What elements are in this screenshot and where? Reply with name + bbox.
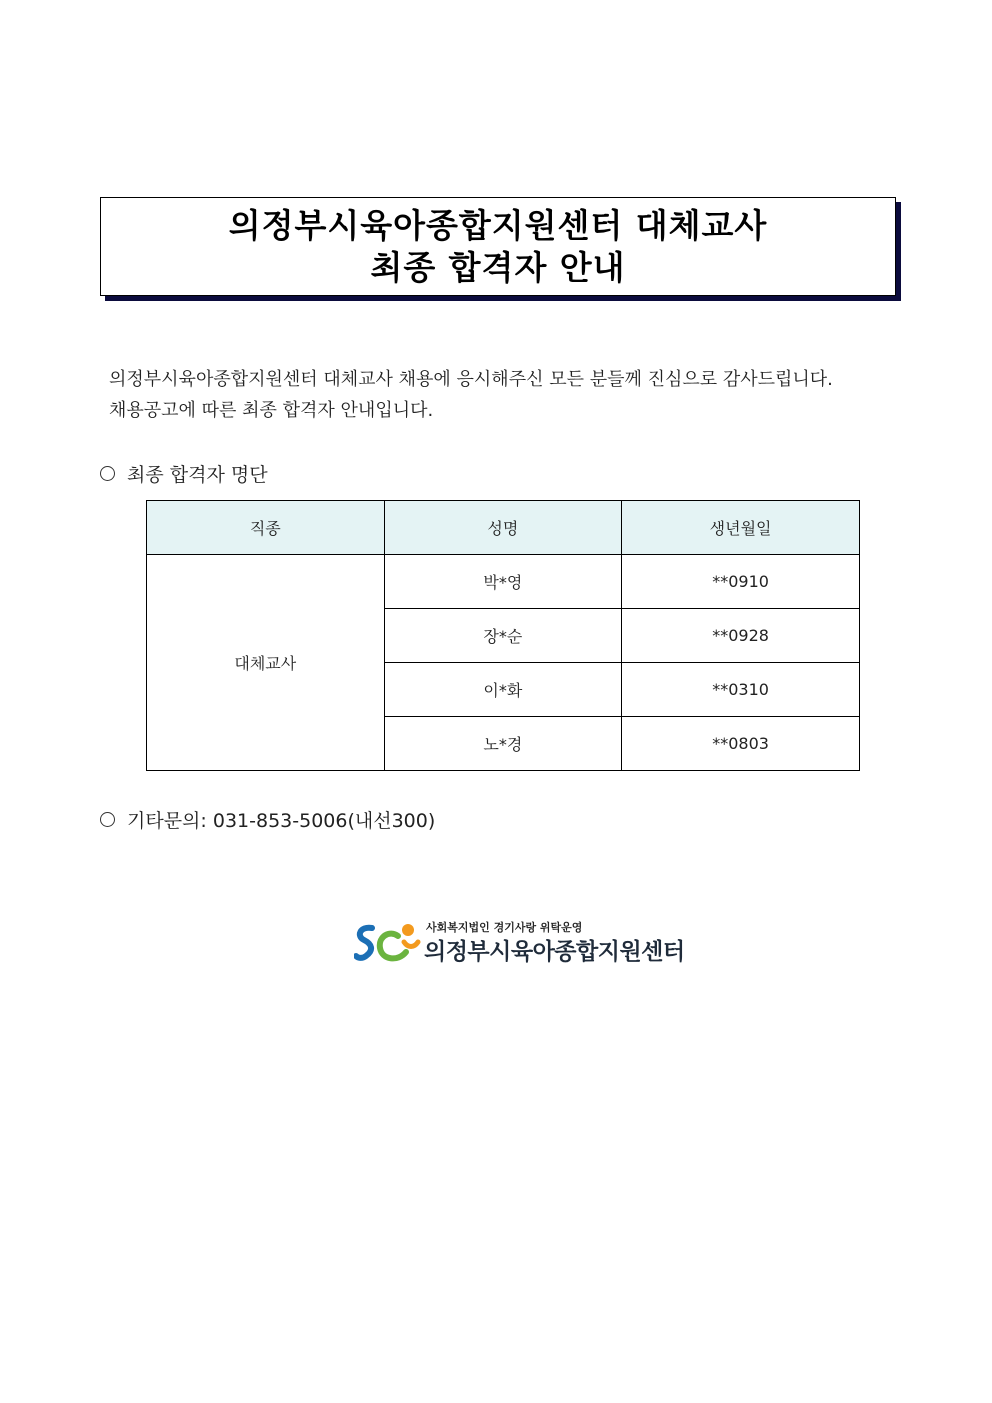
name-cell: 이*화 [384,663,622,717]
circle-bullet-icon [100,466,115,481]
header-birth: 생년월일 [622,501,860,555]
list-section-heading [100,460,268,487]
birth-cell: **0310 [622,663,860,717]
header-name: 성명 [384,501,622,555]
organization-logo [354,916,684,966]
title-box [100,197,896,296]
table-header-row [147,501,860,555]
birth-cell: **0803 [622,717,860,771]
job-type-cell: 대체교사 [147,555,385,771]
intro-line-2: 채용공고에 따른 최종 합격자 안내입니다. [109,400,434,421]
birth-cell: **0928 [622,609,860,663]
name-cell: 장*순 [384,609,622,663]
organization-logo-mark-icon [354,918,424,964]
name-cell: 박*영 [384,555,622,609]
title-line-1: 의정부시육아종합지원센터 대체교사 [228,205,768,245]
name-cell: 노*경 [384,717,622,771]
circle-bullet-icon [100,812,115,827]
list-section-title: 최종 합격자 명단 [127,464,268,486]
contact-text: 기타문의: 031-853-5006(내선300) [127,810,436,832]
logo-name: 의정부시육아종합지원센터 [424,939,685,965]
logo-subtitle: 사회복지법인 경기사랑 위탁운영 [426,921,583,934]
intro-line-1: 의정부시육아종합지원센터 대체교사 채용에 응시해주신 모든 분들께 진심으로 감사드립니다. [109,369,833,390]
birth-cell: **0910 [622,555,860,609]
title-line-2: 최종 합격자 안내 [370,247,626,287]
contact-section [100,806,435,833]
header-job-type: 직종 [147,501,385,555]
intro-text [109,364,833,426]
results-table [146,500,860,771]
table-row [147,555,860,609]
